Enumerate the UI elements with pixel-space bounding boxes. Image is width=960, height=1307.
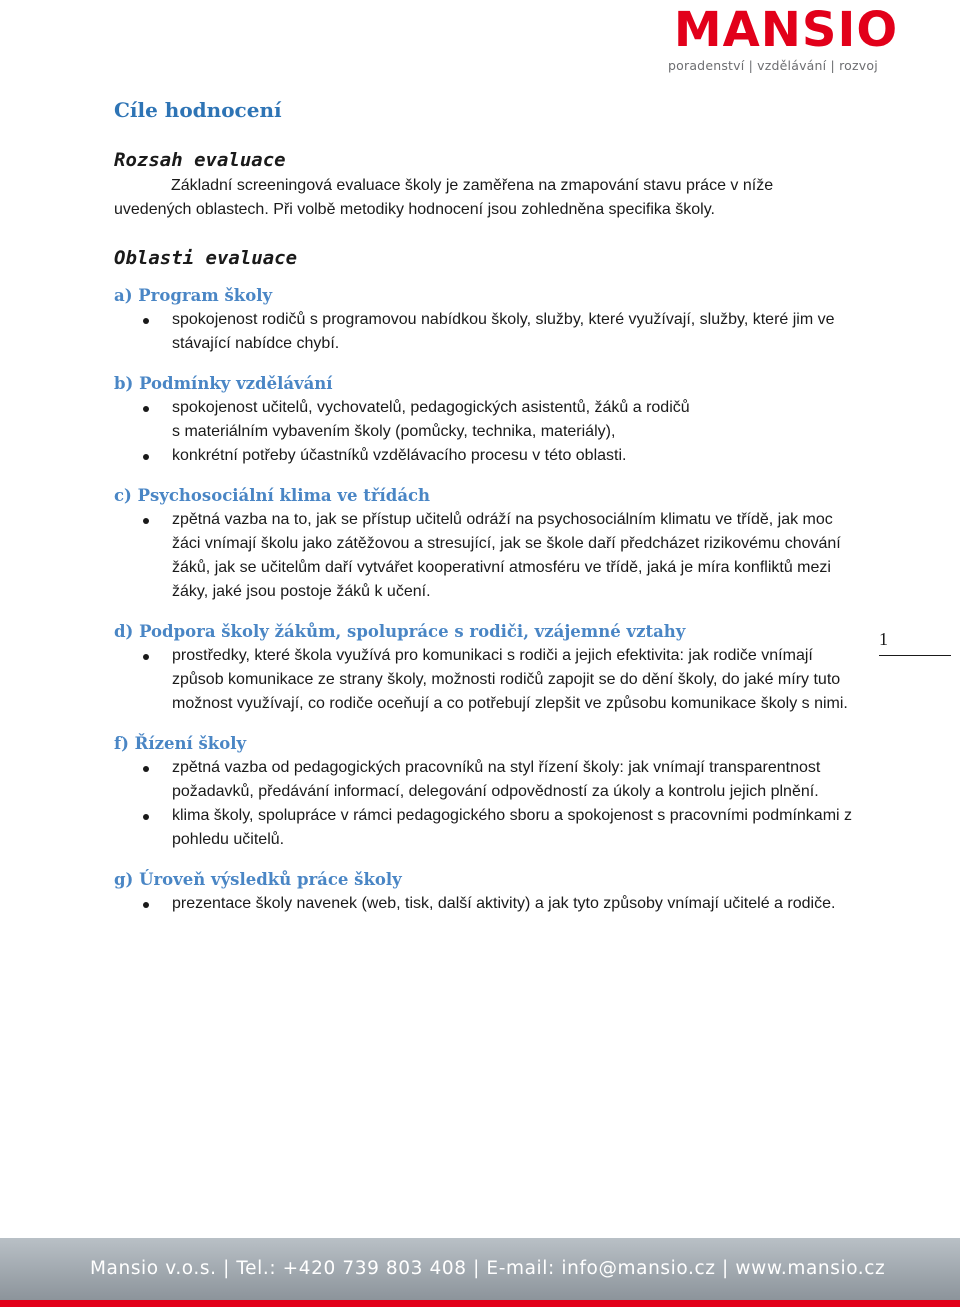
section-d-list [114,644,854,716]
logo-tagline: poradenství | vzdělávání | rozvoj [668,58,878,73]
section-a-heading: a) Program školy [114,286,273,305]
section-b-list [114,396,854,468]
section-d-heading: d) Podpora školy žákům, spolupráce s rodiči, vzájemné vztahy [114,622,686,641]
section-b-heading: b) Podmínky vzdělávání [114,374,333,393]
list-item: konkrétní potřeby účastníků vzdělávacího procesu v této oblasti. [172,444,854,468]
list-item: prezentace školy navenek (web, tisk, další aktivity) a jak tyto způsoby vnímají učitelé a rodiče. [172,892,854,916]
scope-heading: Rozsah evaluace [114,149,286,171]
list-item: spokojenost rodičů s programovou nabídkou školy, služby, které využívají, služby, které jim ve stávající nabídce chybí. [172,308,854,356]
section-a-list [114,308,854,356]
section-c-heading: c) Psychosociální klima ve třídách [114,486,431,505]
page-title: Cíle hodnocení [114,98,282,122]
section-f-heading: f) Řízení školy [114,734,247,753]
list-item: prostředky, které škola využívá pro komunikaci s rodiči a jejich efektivita: jak rodiče vnímají způsob komunikace ze strany školy, možnosti rodičů zapojit se do dění školy, do jaké míry tuto možnost využívají, co rodiče oceňují a co potřebují zlepšit ve způsobu komunikace školy s nimi. [172,644,854,716]
footer-band [0,1238,960,1300]
section-f-list [114,756,854,852]
document-body [114,96,854,932]
section-c-list [114,508,854,604]
page-number: 1 [879,628,951,656]
areas-heading: Oblasti evaluace [114,247,298,269]
footer-accent-bar [0,1300,960,1307]
section-g-list [114,892,854,916]
list-item: zpětná vazba od pedagogických pracovníků na styl řízení školy: jak vnímají transparentnost požadavků, předávání informací, delegování odpovědností za úkoly a kontrolu jejich plnění. [172,756,854,804]
list-item: s materiálním vybavením školy (pomůcky, technika, materiály), [172,423,616,440]
list-item: zpětná vazba na to, jak se přístup učitelů odráží na psychosociálním klimatu ve třídě, jak moc žáci vnímají školu jako zátěžovou a stresující, jak se škole daří předcházet rizikovému chování žáků, jak se učitelům daří vytvářet kooperativní atmosféru ve třídě, jaká je míra konfliktů mezi žáky, jaké jsou postoje žáků k učení. [172,508,854,604]
section-g-heading: g) Úroveň výsledků práce školy [114,870,402,889]
list-item: spokojenost učitelů, vychovatelů, pedagogických asistentů, žáků a rodičů [172,396,854,420]
logo-wordmark: MANSIO [673,2,899,58]
scope-paragraph: Základní screeningová evaluace školy je zaměřena na zmapování stavu práce v níže uvedených oblastech. Při volbě metodiky hodnocení jsou zohledněna specifika školy. [114,177,774,218]
mansio-logo [668,4,904,74]
list-item: klima školy, spolupráce v rámci pedagogického sboru a spokojenost s pracovními podmínkami z pohledu učitelů. [172,804,854,852]
footer-contact: Mansio v.o.s. | Tel.: +420 739 803 408 | E-mail: info@mansio.cz | www.mansio.cz [90,1258,886,1279]
